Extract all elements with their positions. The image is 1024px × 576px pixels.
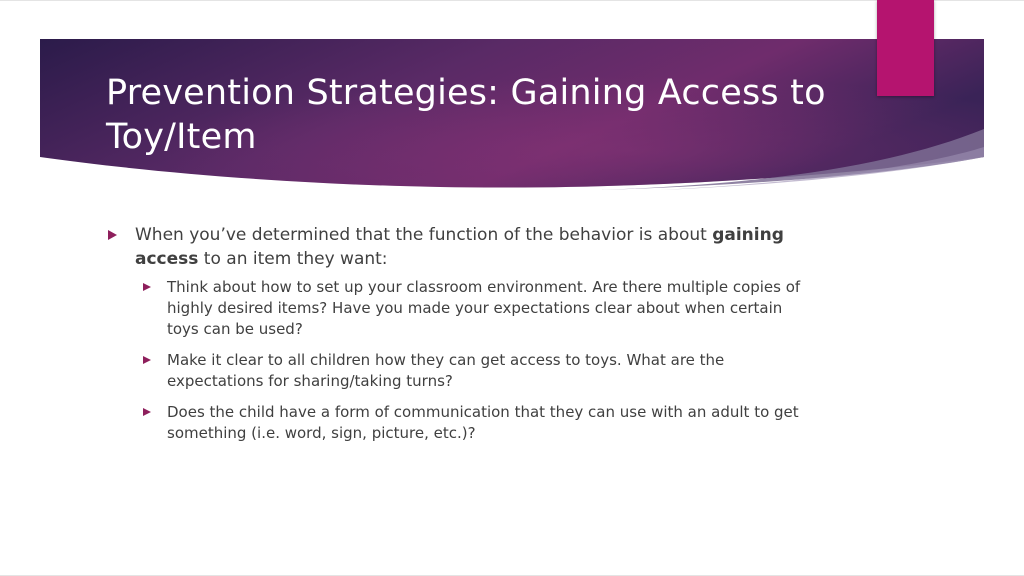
top-divider — [0, 0, 1024, 1]
triangle-bullet-icon — [143, 408, 151, 416]
triangle-bullet-icon — [143, 283, 151, 291]
main-bullet-bold-text: gaining access — [135, 225, 784, 269]
main-bullet — [106, 223, 846, 271]
slide-title: Prevention Strategies: Gaining Access to Toy/Item — [106, 73, 826, 157]
sub-bullet-text: Think about how to set up your classroom environment. Are there multiple copies of highly desired items? Have you made your expectations clear about when certain toys can be used? — [167, 278, 801, 338]
sub-bullet — [106, 350, 817, 392]
slide-body — [106, 223, 846, 454]
main-bullet-text-end: to an item they want: — [198, 249, 388, 269]
triangle-bullet-icon — [108, 230, 117, 240]
sub-bullet-text: Does the child have a form of communication that they can use with an adult to get something (i.e. word, sign, picture, etc.)? — [167, 403, 799, 442]
sub-bullet — [106, 402, 817, 444]
main-bullet-text-start: When you’ve determined that the function of the behavior is about — [135, 225, 713, 245]
sub-bullet — [106, 277, 817, 340]
sub-bullet-text: Make it clear to all children how they can get access to toys. What are the expectations for sharing/taking turns? — [167, 351, 725, 390]
triangle-bullet-icon — [143, 356, 151, 364]
accent-tab — [877, 0, 934, 96]
